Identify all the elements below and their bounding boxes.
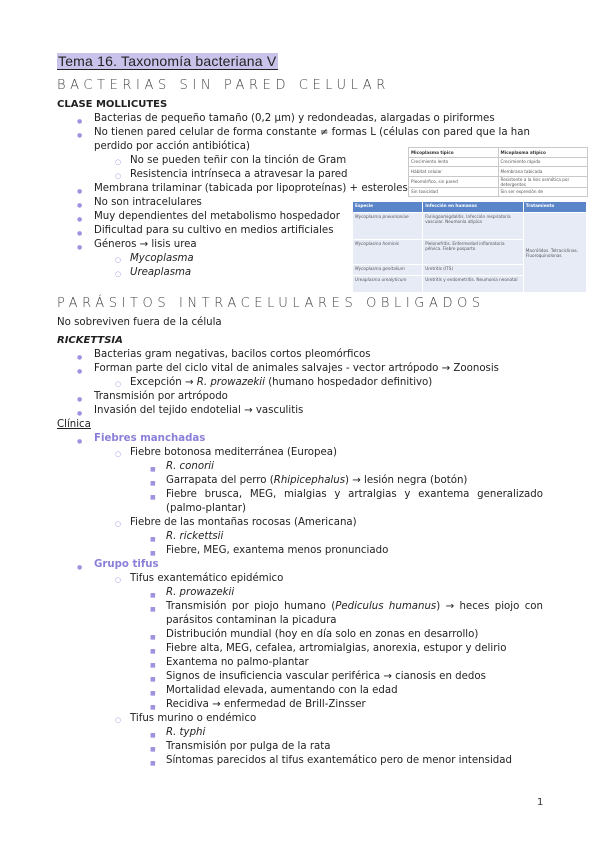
list-item-continuation: parásitos contaminan la picadura [166,615,337,626]
list-item: ○ Fiebre botonosa mediterránea (Europea) [130,446,337,459]
list-item: ● Transmisión por artrópodo [94,390,228,403]
list-item: ■ Fiebre brusca, MEG, mialgias y artralgias y exantema generalizado [166,488,543,501]
intro-text: No sobreviven fuera de la célula [57,317,222,328]
subheading-rickettsia: RICKETTSIA [57,335,123,346]
list-item: ● Invasión del tejido endotelial → vasculitis [94,404,303,417]
list-item-continuation: perdido por acción antibiótica) [94,141,251,152]
table-header: Especie [353,202,423,213]
list-item: ● No son intracelulares [94,196,202,209]
treatment-cell: Macrólidos. Tetraciclinas. Fluoroquinolonas [523,213,586,293]
table-header: Micoplasma atípico [498,148,588,158]
list-item: ● Membrana trilaminar (tabicada por lipoproteínas) + esteroles [94,182,408,195]
mycoplasma-comparison-table [408,147,588,197]
table-row: Mycoplasma genitalium Uretritis (ITS) [353,265,587,276]
list-item: ■ Garrapata del perro (Rhipicephalus) → lesión negra (botón) [166,474,467,487]
list-item: ○ Mycoplasma [130,252,194,265]
list-item: ○ Resistencia intrínseca a atravesar la pared [130,168,348,181]
page-title: Tema 16. Taxonomía bacteriana V [58,53,277,69]
list-item: ● Bacterias gram negativas, bacilos cortos pleomórficos [94,348,371,361]
list-item: ● No tienen pared celular de forma constante ≠ formas L (células con pared que la han [94,126,530,139]
list-item: ■ R. conorii [166,460,214,473]
table-header: Micoplasma típico [409,148,499,158]
list-item: ● Géneros → lisis urea [94,238,197,251]
section-heading-sin-pared: BACTERIAS SIN PARED CELULAR [57,78,390,93]
list-item: ● Grupo tifus [94,558,159,571]
mycoplasma-species-table [352,201,587,293]
table-row: Pleomórfico, sin pared Resistente a la lisis osmótica por detergentes [409,176,588,187]
table-header: Infección en humanos [423,202,524,213]
table-row: Mycoplasma pneumoniae Faringoamigdalitis. Infección respiratoria vascular. Neumonía atípica Macrólidos. Tetraciclinas. Fluoroquinolonas [353,213,587,240]
table-row: Mycoplasma hominis Pielonefritis. Enfermedad inflamatoria pélvica. Fiebre posparto [353,240,587,265]
table-row: Hábitat celular Membrana tabicada [409,167,588,177]
table-row: Sin toxicidad Sin ser expresión de [409,187,588,197]
page-number: 1 [537,797,544,808]
table-row: Crecimiento lento Crecimiento rápido [409,157,588,167]
list-item: ■ Fiebre alta, MEG, cefalea, artromialgias, anorexia, estupor y delirio [166,642,506,655]
list-item: ● Bacterias de pequeño tamaño (0,2 μm) y redondeadas, alargadas o piriformes [94,112,495,125]
list-item: ○ Tifus murino o endémico [130,712,256,725]
list-item: ■ Síntomas parecidos al tifus exantemático pero de menor intensidad [166,754,512,767]
list-item: ■ R. typhi [166,726,205,739]
subheading-mollicutes: CLASE MOLLICUTES [57,99,168,110]
table-row: Ureaplasma urealyticum Uretritis y endometritis. Neumonía neonatal [353,276,587,293]
table-header: Tratamiento [523,202,586,213]
list-item: ○ Tifus exantemático epidémico [130,572,283,585]
list-item: ○ Fiebre de las montañas rocosas (Americana) [130,516,357,529]
list-item: ■ Transmisión por piojo humano (Pediculus humanus) → heces piojo con [166,600,543,613]
list-item: ■ Exantema no palmo-plantar [166,656,309,669]
list-item: ■ Fiebre, MEG, exantema menos pronunciado [166,544,388,557]
list-item: ■ Signos de insuficiencia vascular periférica → cianosis en dedos [166,670,486,683]
list-item-continuation: (palmo-plantar) [166,503,246,514]
clinica-heading: Clínica [57,419,91,430]
list-item: ■ R. rickettsii [166,530,223,543]
list-item: ■ Mortalidad elevada, aumentando con la edad [166,684,398,697]
list-item: ○ No se pueden teñir con la tinción de Gram [130,154,346,167]
list-item: ■ Distribución mundial (hoy en día solo en zonas en desarrollo) [166,628,478,641]
list-item: ● Fiebres manchadas [94,432,205,445]
section-heading-parasitos: PARÁSITOS INTRACELULARES OBLIGADOS [57,296,485,311]
list-item: ● Muy dependientes del metabolismo hospedador [94,210,340,223]
list-item: ○ Excepción → R. prowazekii (humano hospedador definitivo) [130,376,432,389]
list-item: ■ R. prowazekii [166,586,234,599]
list-item: ● Dificultad para su cultivo en medios artificiales [94,224,334,237]
list-item: ● Forman parte del ciclo vital de animales salvajes - vector artrópodo → Zoonosis [94,362,499,375]
list-item: ■ Recidiva → enfermedad de Brill-Zinsser [166,698,366,711]
list-item: ■ Transmisión por pulga de la rata [166,740,331,753]
list-item: ○ Ureaplasma [130,266,191,279]
